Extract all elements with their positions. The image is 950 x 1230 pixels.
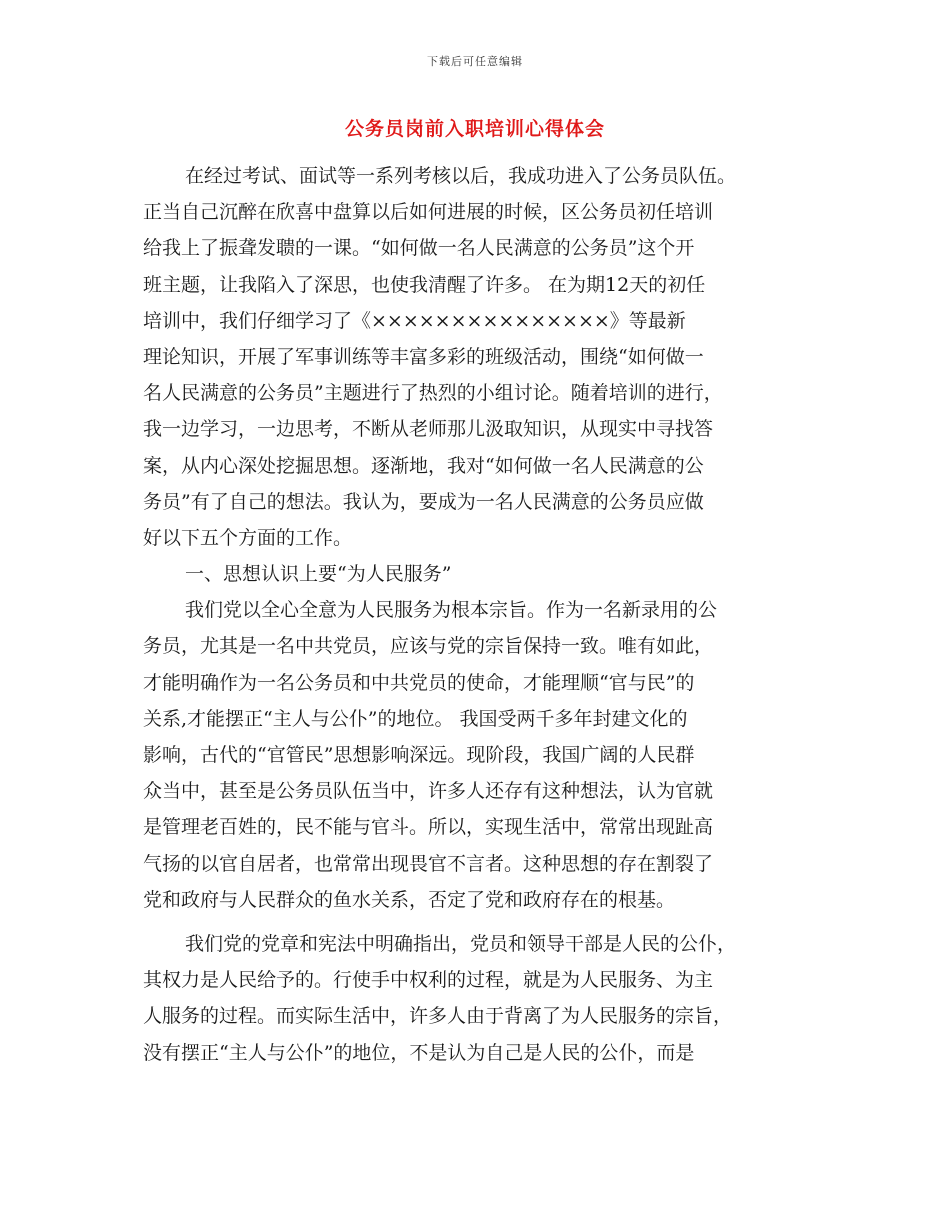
document-body (143, 158, 823, 1071)
paragraph-line: 才能明确作为一名公务员和中共党员的使命，才能理顺“官与民”的 (143, 671, 695, 694)
paragraph-line: 人服务的过程。而实际生活中，许多人由于背离了为人民服务的宗旨， (143, 1005, 733, 1028)
paragraph-line: 给我上了振聋发聩的一课。“如何做一名人民满意的公务员”这个开 (143, 237, 695, 260)
paragraph-line: 关系,才能摆正“主人与公仆”的地位。 我国受两千多年封建文化的 (143, 707, 688, 730)
paragraph-line: 是管理老百姓的，民不能与官斗。所以，实现生活中，常常出现趾高 (143, 816, 714, 839)
paragraph-line: 我们党以全心全意为人民服务为根本宗旨。作为一名新录用的公 (185, 599, 718, 622)
paragraph-line: 没有摆正“主人与公仆”的地位，不是认为自己是人民的公仆，而是 (143, 1041, 695, 1064)
paragraph-line: 务员，尤其是一名中共党员，应该与党的宗旨保持一致。唯有如此， (143, 635, 714, 658)
paragraph-gap (143, 918, 823, 926)
paragraph-line: 党和政府与人民群众的鱼水关系，否定了党和政府存在的根基。 (143, 888, 676, 911)
paragraph-line: 好以下五个方面的工作。 (143, 526, 353, 549)
paragraph-line: 务员”有了自己的想法。我认为，要成为一名人民满意的公务员应做 (143, 490, 704, 513)
paragraph-line: 在经过考试、面试等一系列考核以后，我成功进入了公务员队伍。 (185, 165, 737, 187)
section-heading: 一、思想认识上要“为人民服务” (185, 563, 452, 586)
document-title: 公务员岗前入职培训心得体会 (344, 118, 605, 140)
paragraph-line: 众当中，甚至是公务员队伍当中，许多人还存有这种想法，认为官就 (143, 780, 714, 803)
paragraph-line: 我一边学习，一边思考，不断从老师那儿汲取知识，从现实中寻找答 (143, 418, 714, 441)
paragraph-line: 理论知识，开展了军事训练等丰富多彩的班级活动，围绕“如何做一 (143, 345, 704, 368)
paragraph-line: 名人民满意的公务员”主题进行了热烈的小组讨论。随着培训的进行， (143, 382, 723, 405)
paragraph-line: 案，从内心深处挖掘思想。逐渐地，我对“如何做一名人民满意的公 (143, 454, 704, 477)
paragraph-line: 我们党的党章和宪法中明确指出，党员和领导干部是人民的公仆， (185, 932, 737, 955)
header-note: 下载后可任意编辑 (427, 55, 523, 68)
paragraph-line: 正当自己沉醉在欣喜中盘算以后如何进展的时候，区公务员初任培训 (143, 201, 714, 224)
paragraph-line: 气扬的以官自居者，也常常出现畏官不言者。这种思想的存在割裂了 (143, 852, 714, 875)
paragraph-line: 其权力是人民给予的。行使手中权利的过程，就是为人民服务、为主 (143, 969, 714, 992)
paragraph-line: 影响，古代的“官管民”思想影响深远。现阶段，我国广阔的人民群 (143, 744, 695, 766)
paragraph-line: 培训中，我们仔细学习了《×××××××××××××××》等最新 (143, 309, 686, 332)
paragraph-line: 班主题，让我陷入了深思，也使我清醒了许多。 在为期12天的初任 (143, 273, 706, 296)
